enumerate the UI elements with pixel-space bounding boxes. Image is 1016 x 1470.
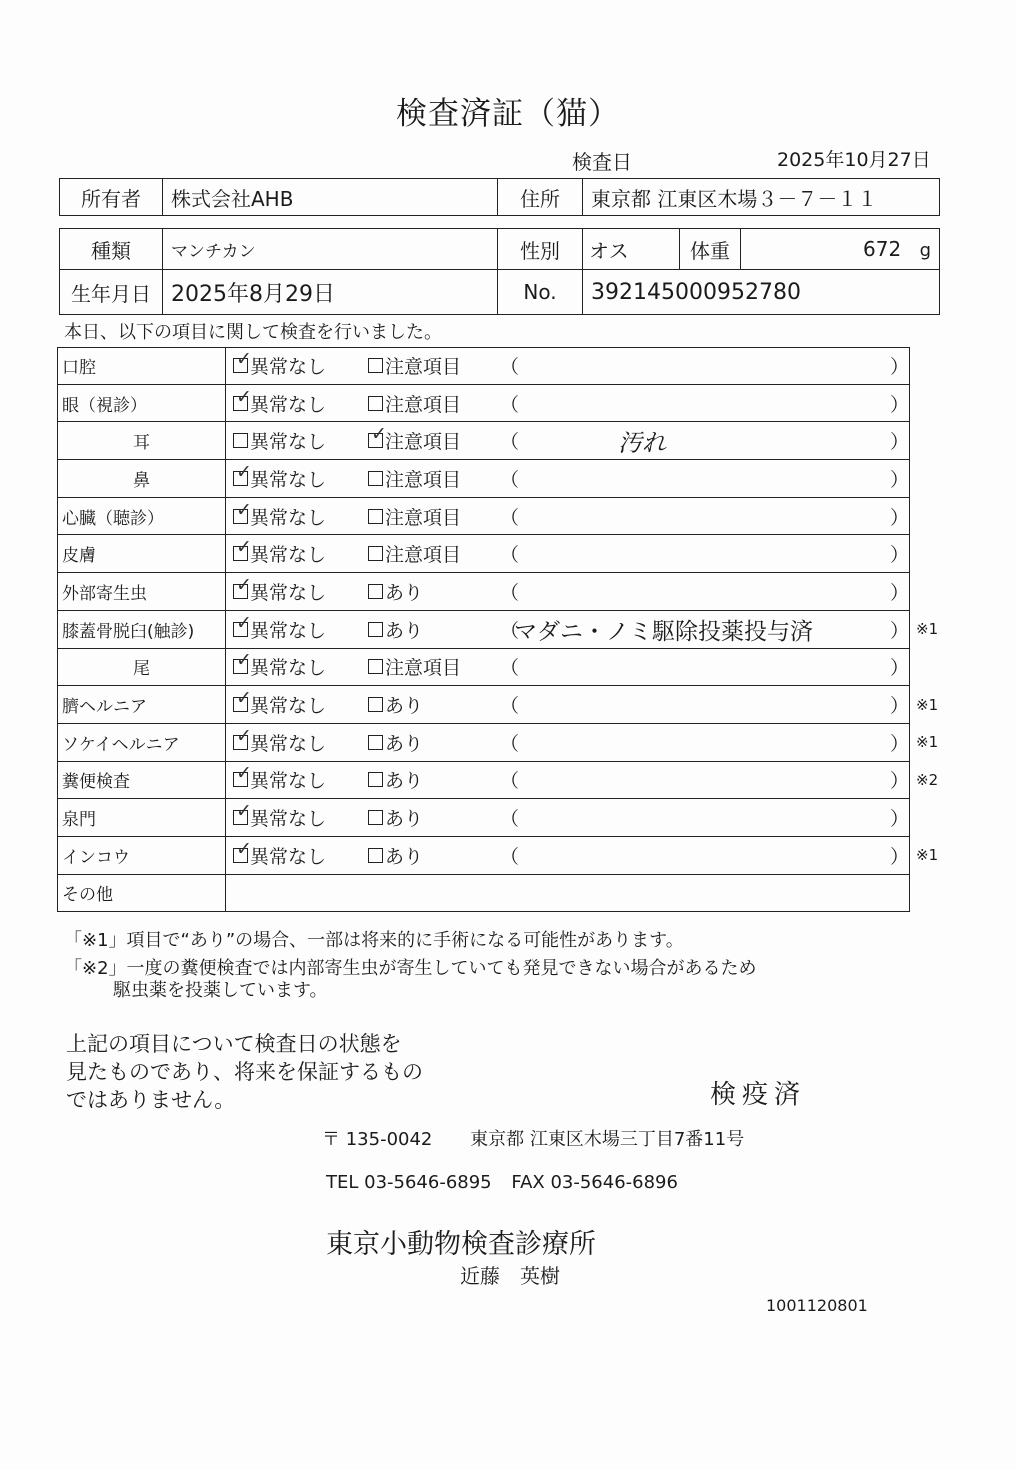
option-label: あり bbox=[385, 808, 424, 831]
sex-label: 性別 bbox=[498, 229, 583, 270]
checkbox[interactable] bbox=[233, 649, 252, 674]
checkbox[interactable] bbox=[233, 800, 252, 825]
exam-row bbox=[57, 422, 910, 460]
checkbox[interactable] bbox=[233, 573, 252, 599]
option-attention[interactable] bbox=[368, 573, 423, 610]
checkbox[interactable] bbox=[368, 622, 383, 637]
check-mark-icon: ✓ bbox=[236, 649, 252, 672]
paren-close: ） bbox=[890, 356, 910, 379]
footnote-1: 「※1」項目で“あり”の場合、一部は将来的に手術になる可能性があります。 bbox=[64, 930, 684, 951]
exam-row bbox=[57, 460, 910, 498]
option-attention[interactable] bbox=[368, 385, 461, 422]
paren-close: ） bbox=[890, 581, 910, 604]
exam-row bbox=[57, 573, 910, 611]
address-value: 東京都 江東区木場３－７－１１ bbox=[583, 179, 940, 216]
exam-grid bbox=[57, 347, 939, 912]
checkbox[interactable] bbox=[233, 837, 252, 863]
exam-item-name bbox=[58, 875, 226, 911]
paren-close: ） bbox=[890, 732, 910, 755]
option-label: あり bbox=[385, 619, 424, 642]
paren-close: ） bbox=[890, 431, 910, 454]
option-no-abnormality[interactable] bbox=[233, 535, 326, 572]
sex-value: オス bbox=[583, 229, 680, 269]
check-mark-icon: ✓ bbox=[236, 724, 252, 747]
exam-row bbox=[57, 875, 910, 912]
quarantine-stamp: 検疫済 bbox=[710, 1080, 807, 1110]
checkbox[interactable] bbox=[233, 687, 252, 712]
option-label: あり bbox=[385, 695, 424, 718]
clinic-name: 東京小動物検査診療所 bbox=[326, 1229, 596, 1260]
exam-row bbox=[57, 724, 939, 762]
paren-close: ） bbox=[890, 695, 910, 718]
exam-row bbox=[57, 799, 910, 837]
exam-item-label: 臍ヘルニア bbox=[62, 697, 147, 718]
option-no-abnormality[interactable] bbox=[233, 799, 326, 836]
option-label: 注意項目 bbox=[385, 431, 462, 454]
checkbox[interactable] bbox=[368, 810, 383, 825]
checkbox[interactable] bbox=[233, 724, 252, 750]
option-no-abnormality[interactable] bbox=[233, 762, 326, 799]
option-label: 注意項目 bbox=[385, 657, 462, 680]
doctor-name: 近藤 英樹 bbox=[460, 1264, 560, 1288]
inspection-date-label: 検査日 bbox=[572, 150, 632, 174]
option-attention[interactable] bbox=[368, 611, 423, 648]
weight-unit: g bbox=[919, 240, 931, 261]
serial-number: 1001120801 bbox=[766, 1296, 868, 1315]
paren-open: （ bbox=[500, 770, 520, 793]
exam-item-name bbox=[58, 573, 226, 610]
exam-item-label: 膝蓋骨脱臼(触診) bbox=[62, 621, 195, 642]
option-label: 異常なし bbox=[250, 732, 327, 755]
paren-close: ） bbox=[890, 393, 910, 416]
checkbox[interactable] bbox=[368, 697, 383, 712]
exam-item-label: 耳 bbox=[133, 433, 150, 454]
intro-text: 本日、以下の項目に関して検査を行いました。 bbox=[64, 322, 442, 343]
paren-open: （ bbox=[500, 619, 520, 642]
checkbox[interactable] bbox=[233, 762, 252, 787]
option-attention[interactable] bbox=[368, 762, 423, 799]
option-label: 注意項目 bbox=[385, 506, 462, 529]
clinic-address: 東京都 江東区木場三丁目7番11号 bbox=[470, 1129, 745, 1150]
paren-open: （ bbox=[500, 431, 520, 454]
exam-item-name bbox=[58, 422, 226, 459]
phone-number: TEL 03-5646-6895 bbox=[326, 1172, 492, 1193]
exam-row bbox=[57, 649, 910, 687]
exam-item-label: インコウ bbox=[62, 847, 130, 868]
footnote-mark: ※1 bbox=[916, 733, 939, 752]
contact-line bbox=[326, 1172, 678, 1193]
option-no-abnormality[interactable] bbox=[233, 573, 326, 610]
checkbox[interactable] bbox=[368, 471, 383, 486]
breed-label: 種類 bbox=[60, 229, 163, 270]
check-mark-icon: ✓ bbox=[236, 348, 252, 371]
exam-item-name bbox=[58, 649, 226, 686]
option-no-abnormality[interactable] bbox=[233, 348, 326, 384]
exam-item-label: 尾 bbox=[133, 659, 150, 680]
paren-open: （ bbox=[500, 808, 520, 831]
paren-open: （ bbox=[500, 506, 520, 529]
weight-value: 672 bbox=[863, 237, 902, 261]
option-label: 異常なし bbox=[250, 808, 327, 831]
option-label: 異常なし bbox=[250, 770, 327, 793]
paren-open: （ bbox=[500, 468, 520, 491]
exam-item-name bbox=[58, 837, 226, 874]
option-attention[interactable] bbox=[368, 837, 423, 874]
exam-item-label: ソケイヘルニア bbox=[62, 734, 180, 755]
exam-item-label: 心臓（聴診） bbox=[62, 508, 164, 529]
option-attention[interactable] bbox=[368, 535, 461, 572]
exam-row bbox=[57, 535, 910, 573]
option-label: 異常なし bbox=[250, 845, 327, 868]
checkbox[interactable] bbox=[368, 584, 383, 599]
check-mark-icon: ✓ bbox=[236, 687, 252, 710]
checkbox[interactable] bbox=[233, 536, 252, 561]
checkbox[interactable] bbox=[368, 509, 383, 524]
option-no-abnormality[interactable] bbox=[233, 385, 326, 422]
check-mark-icon: ✓ bbox=[236, 498, 252, 521]
check-mark-icon: ✓ bbox=[236, 385, 252, 408]
checkbox[interactable] bbox=[233, 498, 252, 524]
address-label: 住所 bbox=[498, 179, 583, 216]
option-no-abnormality[interactable] bbox=[233, 686, 326, 723]
option-label: 異常なし bbox=[250, 657, 327, 680]
document-title: 検査済証（猫） bbox=[396, 96, 620, 132]
check-mark-icon: ✓ bbox=[236, 536, 252, 559]
exam-row bbox=[57, 611, 939, 649]
exam-item-name bbox=[58, 535, 226, 572]
paren-close: ） bbox=[890, 845, 910, 868]
footnote-mark: ※1 bbox=[916, 620, 939, 639]
owner-label: 所有者 bbox=[60, 179, 163, 216]
paren-close: ） bbox=[890, 544, 910, 567]
inspection-date: 2025年10月27日 bbox=[777, 149, 931, 171]
clinic-address-line bbox=[322, 1125, 744, 1151]
birth-label: 生年月日 bbox=[60, 270, 163, 315]
disclaimer bbox=[66, 1030, 423, 1114]
checkbox[interactable] bbox=[368, 358, 383, 373]
checkbox[interactable] bbox=[368, 423, 387, 448]
option-attention[interactable] bbox=[368, 460, 461, 497]
paren-open: （ bbox=[500, 732, 520, 755]
sex-weight-cell bbox=[583, 229, 940, 270]
option-label: 異常なし bbox=[250, 544, 327, 567]
fax-number: FAX 03-5646-6896 bbox=[511, 1172, 678, 1193]
checkbox[interactable] bbox=[233, 385, 252, 411]
exam-item-name bbox=[58, 385, 226, 422]
option-label: あり bbox=[385, 845, 424, 868]
owner-value: 株式会社AHB bbox=[163, 179, 498, 216]
paren-close: ） bbox=[890, 657, 910, 680]
option-label: 注意項目 bbox=[385, 544, 462, 567]
exam-item-name bbox=[58, 460, 226, 497]
option-label: 異常なし bbox=[250, 695, 327, 718]
exam-item-name bbox=[58, 686, 226, 723]
option-no-abnormality[interactable] bbox=[233, 724, 326, 761]
option-label: 注意項目 bbox=[385, 393, 462, 416]
exam-item-label: 泉門 bbox=[62, 810, 96, 831]
option-no-abnormality[interactable] bbox=[233, 611, 326, 648]
checkbox[interactable] bbox=[233, 348, 252, 373]
no-value: 392145000952780 bbox=[583, 270, 940, 315]
option-label: あり bbox=[385, 732, 424, 755]
option-attention[interactable] bbox=[368, 724, 423, 761]
check-mark-icon: ✓ bbox=[236, 573, 252, 596]
paren-close: ） bbox=[890, 808, 910, 831]
checkbox[interactable] bbox=[368, 546, 383, 561]
option-label: 異常なし bbox=[250, 619, 327, 642]
checkbox[interactable] bbox=[233, 433, 248, 448]
exam-item-label: 眼（視診） bbox=[62, 395, 147, 416]
footnote-mark: ※1 bbox=[916, 695, 939, 714]
checkbox[interactable] bbox=[368, 735, 383, 750]
option-attention[interactable] bbox=[368, 348, 461, 384]
option-label: 異常なし bbox=[250, 393, 327, 416]
option-label: 異常なし bbox=[250, 581, 327, 604]
option-label: あり bbox=[385, 581, 424, 604]
checkbox[interactable] bbox=[368, 772, 383, 787]
footnote-mark: ※2 bbox=[916, 770, 939, 789]
postal-code: 〒 135-0042 bbox=[322, 1129, 433, 1150]
disclaimer-line: 見たものであり、将来を保証するもの bbox=[66, 1060, 423, 1084]
exam-item-name bbox=[58, 724, 226, 761]
breed-value: マンチカン bbox=[163, 229, 498, 270]
paren-close: ） bbox=[890, 619, 910, 642]
weight-field bbox=[741, 237, 939, 261]
exam-row bbox=[57, 837, 939, 875]
exam-item-name bbox=[58, 611, 226, 648]
option-attention[interactable] bbox=[368, 498, 461, 535]
exam-item-label: 皮膚 bbox=[62, 546, 96, 567]
checkbox[interactable] bbox=[368, 848, 383, 863]
exam-item-label: 外部寄生虫 bbox=[62, 583, 147, 604]
exam-item-label: その他 bbox=[62, 885, 113, 906]
check-mark-icon: ✓ bbox=[236, 800, 252, 823]
option-label: 異常なし bbox=[250, 506, 327, 529]
option-label: あり bbox=[385, 770, 424, 793]
check-mark-icon: ✓ bbox=[236, 762, 252, 785]
exam-item-name bbox=[58, 762, 226, 799]
checkbox[interactable] bbox=[368, 396, 383, 411]
checkbox[interactable] bbox=[233, 611, 252, 637]
paren-open: （ bbox=[500, 695, 520, 718]
option-no-abnormality[interactable] bbox=[233, 649, 326, 686]
option-attention[interactable] bbox=[368, 686, 423, 723]
paren-open: （ bbox=[500, 657, 520, 680]
option-label: 注意項目 bbox=[385, 468, 462, 491]
exam-note: マダニ・ノミ駆除投薬投与済 bbox=[514, 618, 813, 645]
exam-row bbox=[57, 498, 910, 536]
exam-row bbox=[57, 385, 910, 423]
paren-close: ） bbox=[890, 770, 910, 793]
footnote-2: 「※2」一度の糞便検査では内部寄生虫が寄生していても発見できない場合があるため bbox=[64, 958, 757, 979]
exam-row bbox=[57, 347, 910, 385]
checkbox[interactable] bbox=[368, 659, 383, 674]
paren-open: （ bbox=[500, 393, 520, 416]
option-label: 注意項目 bbox=[385, 356, 462, 379]
exam-note: 汚れ bbox=[618, 429, 666, 458]
exam-item-name bbox=[58, 799, 226, 836]
check-mark-icon: ✓ bbox=[236, 611, 252, 634]
paren-close: ） bbox=[890, 506, 910, 529]
option-label: 異常なし bbox=[250, 356, 327, 379]
pet-table bbox=[59, 228, 940, 315]
footnote-mark: ※1 bbox=[916, 846, 939, 865]
paren-open: （ bbox=[500, 581, 520, 604]
option-label: 異常なし bbox=[250, 468, 327, 491]
exam-item-label: 糞便検査 bbox=[62, 772, 130, 793]
checkbox[interactable] bbox=[233, 460, 252, 486]
paren-open: （ bbox=[500, 544, 520, 567]
no-label: No. bbox=[498, 270, 583, 315]
option-label: 異常なし bbox=[250, 431, 327, 454]
owner-table bbox=[59, 178, 940, 216]
check-mark-icon: ✓ bbox=[236, 837, 252, 860]
exam-item-name bbox=[58, 348, 226, 384]
disclaimer-line: 上記の項目について検査日の状態を bbox=[66, 1032, 402, 1056]
exam-item-name bbox=[58, 498, 226, 535]
exam-item-label: 鼻 bbox=[133, 470, 150, 491]
option-no-abnormality[interactable] bbox=[233, 498, 326, 535]
option-no-abnormality[interactable] bbox=[233, 422, 326, 459]
exam-row bbox=[57, 762, 939, 800]
option-no-abnormality[interactable] bbox=[233, 837, 326, 874]
disclaimer-line: ではありません。 bbox=[66, 1088, 236, 1112]
paren-open: （ bbox=[500, 845, 520, 868]
footnote-2-cont: 駆虫薬を投薬しています。 bbox=[113, 980, 328, 1001]
exam-row bbox=[57, 686, 939, 724]
check-mark-icon: ✓ bbox=[371, 423, 387, 446]
option-no-abnormality[interactable] bbox=[233, 460, 326, 497]
option-attention[interactable] bbox=[368, 649, 461, 686]
paren-close: ） bbox=[890, 468, 910, 491]
birth-value: 2025年8月29日 bbox=[163, 270, 498, 315]
option-attention[interactable] bbox=[368, 422, 461, 459]
option-attention[interactable] bbox=[368, 799, 423, 836]
weight-label: 体重 bbox=[680, 229, 741, 269]
exam-item-label: 口腔 bbox=[62, 358, 96, 379]
check-mark-icon: ✓ bbox=[236, 460, 252, 483]
paren-open: （ bbox=[500, 356, 520, 379]
